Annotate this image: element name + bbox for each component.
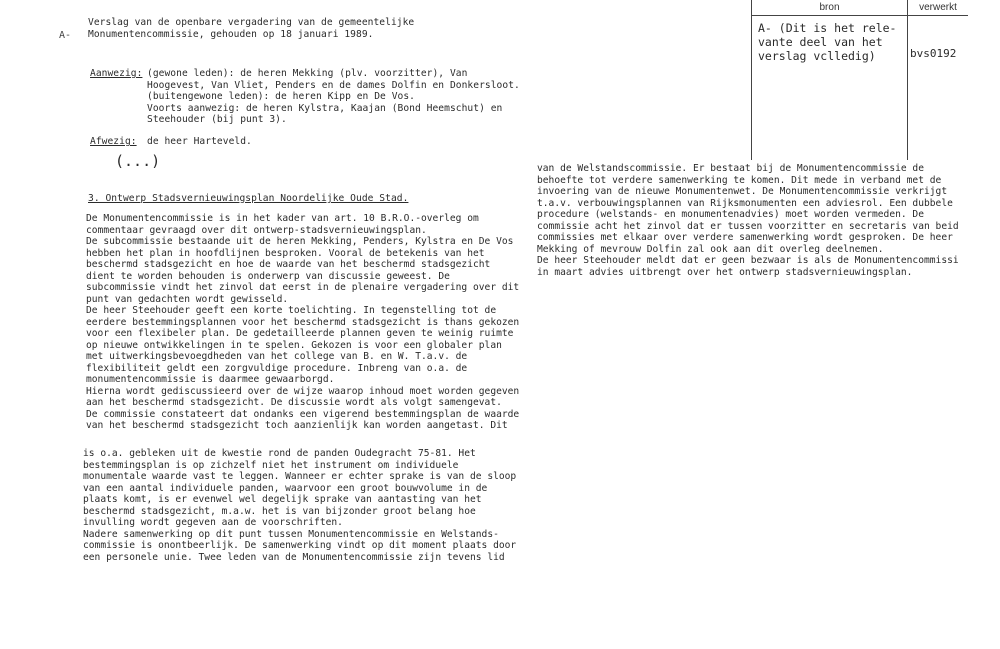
margin-mark: A- xyxy=(59,30,72,41)
afwezig-label: Afwezig: xyxy=(90,136,137,147)
aanwezig-label: Aanwezig: xyxy=(90,68,143,79)
source-table xyxy=(751,0,968,160)
bron-header: bron xyxy=(819,2,840,13)
left-column-paragraph-2: is o.a. gebleken uit de kwestie rond de panden Oudegracht 75-81. Het bestemmingsplan is op zichzelf niet het instrument om individuele monumentale waarde vast te leggen. Wanneer er echter sprake is van de sloop van een aantal individuele panden, waarvoor een groot bouwvolume in de plaats komt, is er evenwel wel degelijk sprake van aantasting van het beschermd stadsgezicht, m.a.w. het is van bijzonder groot belang hoe invulling wordt gegeven aan de voorschriften. Nadere samenwerking op dit punt tussen Monumentencommissie en Welstands- commissie is onontbeerlijk. De samenwerking vindt op dit moment plaats door een personele unie. Twee leden van de Monumentencommissie zijn tevens lid xyxy=(83,448,517,563)
afwezig-text: de heer Harteveld. xyxy=(147,136,252,147)
verwerkt-header: verwerkt xyxy=(919,2,957,13)
verwerkt-code: bvs0192 xyxy=(910,47,957,60)
left-column-paragraph-1: De Monumentencommissie is in het kader van art. 10 B.R.O.-overleg om commentaar gevraagd over dit ontwerp-stadsvernieuwingsplan. De subcommissie bestaande uit de heren Mekking, Penders, Kylstra en De Vos hebben het plan in hoofdlijnen besproken. Vooral de betekenis van het beschermd stadsgezicht en hoe de waarde van het beschermd stadsgezicht dient te worden behouden is onderwerp van discussie geweest. De subcommissie vindt het zinvol dat eerst in de plenaire vergadering over dit punt van gedachten wordt gewisseld. De heer Steehouder geeft een korte toelichting. In tegenstelling tot de eerdere bestemmingsplannen voor het beschermd stadsgezicht is thans gekozen voor een flexibeler plan. De gedetailleerde plannen geven te weinig ruimte op nieuwe ontwikkelingen in te spelen. Gekozen is voor een globaler plan met uitwerkingsbevoegdheden van het college van B. en W. T.a.v. de flexibiliteit geldt een zorgvuldige procedure. Inbreng van o.a. de monumentencommissie is daarmee gewaarborgd. Hierna wordt gediscussieerd over de wijze waarop inhoud moet worden gegeven aan het beschermd stadsgezicht. De discussie wordt als volgt samengevat. De commissie constateert dat ondanks een vigerend bestemmingsplan de waarde van het beschermd stadsgezicht toch aanzienlijk kan worden aangetast. Dit xyxy=(86,213,520,431)
section-heading: 3. Ontwerp Stadsvernieuwingsplan Noordelijke Oude Stad. xyxy=(88,193,409,204)
source-table-divider xyxy=(907,0,908,160)
document-title: Verslag van de openbare vergadering van de gemeentelijke Monumentencommissie, gehouden op 18 januari 1989. xyxy=(88,17,415,40)
right-column-paragraph: van de Welstandscommissie. Er bestaat bij de Monumentencommissie de behoefte tot verdere samenwerking te komen. Dit mede in verband met de invoering van de nieuwe Monumentenwet. De Monumentencommissie verkrijgt t.a.v. verbouwingsplannen van Rijksmonumenten een adviesrol. Een dubbele procedure (welstands- en monumentenadvies) moet worden vermeden. De commissie acht het zinvol dat er tussen voorzitter en secretaris van beid commissies met elkaar over verdere samenwerking wordt gesproken. De heer Mekking of mevrouw Dolfin zal ook aan dit overleg deelnemen. De heer Steehouder meldt dat er geen bezwaar is als de Monumentencommissi in maart advies uitbrengt over het ontwerp stadsvernieuwingsplan. xyxy=(537,163,959,278)
ellipsis-mark: (...) xyxy=(115,152,161,170)
bron-note: A- (Dit is het rele- vante deel van het verslag vclledig) xyxy=(758,21,897,63)
aanwezig-text: (gewone leden): de heren Mekking (plv. voorzitter), Van Hoogevest, Van Vliet, Penders en de dames Dolfin en Donkersloot. (buitengewone leden): de heren Kipp en De Vos. Voorts aanwezig: de heren Kylstra, Kaajan (Bond Heemschut) en Steehouder (bij punt 3). xyxy=(147,68,520,126)
